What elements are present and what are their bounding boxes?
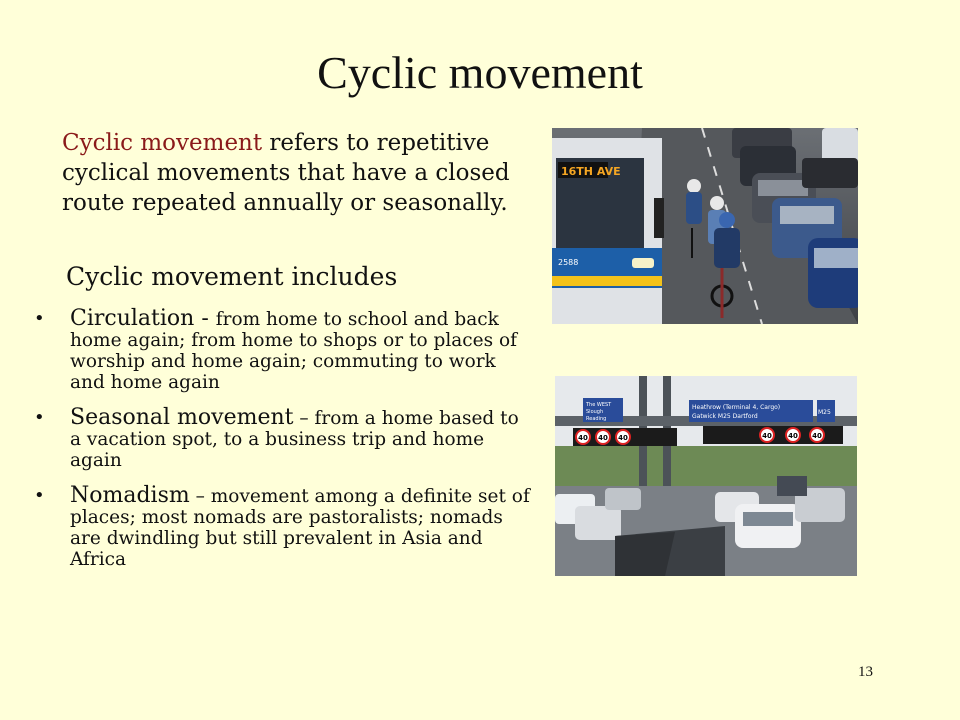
sign-left-line3: Reading — [586, 416, 607, 422]
bullet-icon: • — [34, 407, 45, 428]
sign-right-line1: Heathrow (Terminal 4, Cargo) — [692, 404, 781, 411]
speed-limit-sign: 40 — [762, 432, 772, 440]
intro-lead-term: Cyclic movement — [62, 130, 263, 156]
sign-left-line1: The WEST — [586, 402, 612, 408]
bullet-list — [30, 308, 530, 584]
speed-limit-sign: 40 — [812, 432, 822, 440]
bullet-item-seasonal — [30, 407, 530, 471]
photo-bus-cyclists — [552, 128, 858, 324]
speed-limit-sign: 40 — [598, 434, 608, 442]
motorway-illustration — [555, 376, 857, 576]
intro-paragraph — [62, 128, 532, 218]
bullet-icon: • — [34, 308, 45, 329]
page-number: 13 — [858, 664, 873, 680]
speed-limit-sign: 40 — [578, 434, 588, 442]
traffic-illustration — [552, 128, 858, 324]
bullet-item-circulation — [30, 308, 530, 393]
bullet-icon: • — [34, 485, 45, 506]
intro-text: refers to repetitive cyclical movements that have a closed route repeated annually or seasonally. — [62, 130, 510, 216]
photo-motorway-traffic — [555, 376, 857, 576]
sign-left-line2: Slough — [586, 409, 604, 415]
bullet-text: from home to school and back home again; from home to shops or to places of worship and home again; commuting to work and home again — [70, 309, 517, 393]
speed-limit-sign: 40 — [788, 432, 798, 440]
bullet-text: – movement among a definite set of places; most nomads are pastoralists; nomads are dwindling but still prevalent in Asia and Africa — [70, 486, 530, 570]
bullet-term: Circulation - — [70, 306, 216, 331]
bullet-term: Nomadism — [70, 483, 190, 508]
bullet-text: – from a home based to a vacation spot, to a business trip and home again — [70, 408, 519, 471]
sign-right-line2: Gatwick M25 Dartford — [692, 413, 758, 420]
sign-route-number: M25 — [818, 409, 831, 416]
bullet-term: Seasonal movement — [70, 405, 294, 430]
speed-limit-sign: 40 — [618, 434, 628, 442]
slide-title: Cyclic movement — [317, 47, 643, 98]
bus-destination-sign: 16TH AVE — [561, 165, 621, 178]
bus-number: 2588 — [558, 258, 579, 267]
bullet-item-nomadism — [30, 485, 530, 570]
includes-heading: Cyclic movement includes — [66, 262, 398, 291]
